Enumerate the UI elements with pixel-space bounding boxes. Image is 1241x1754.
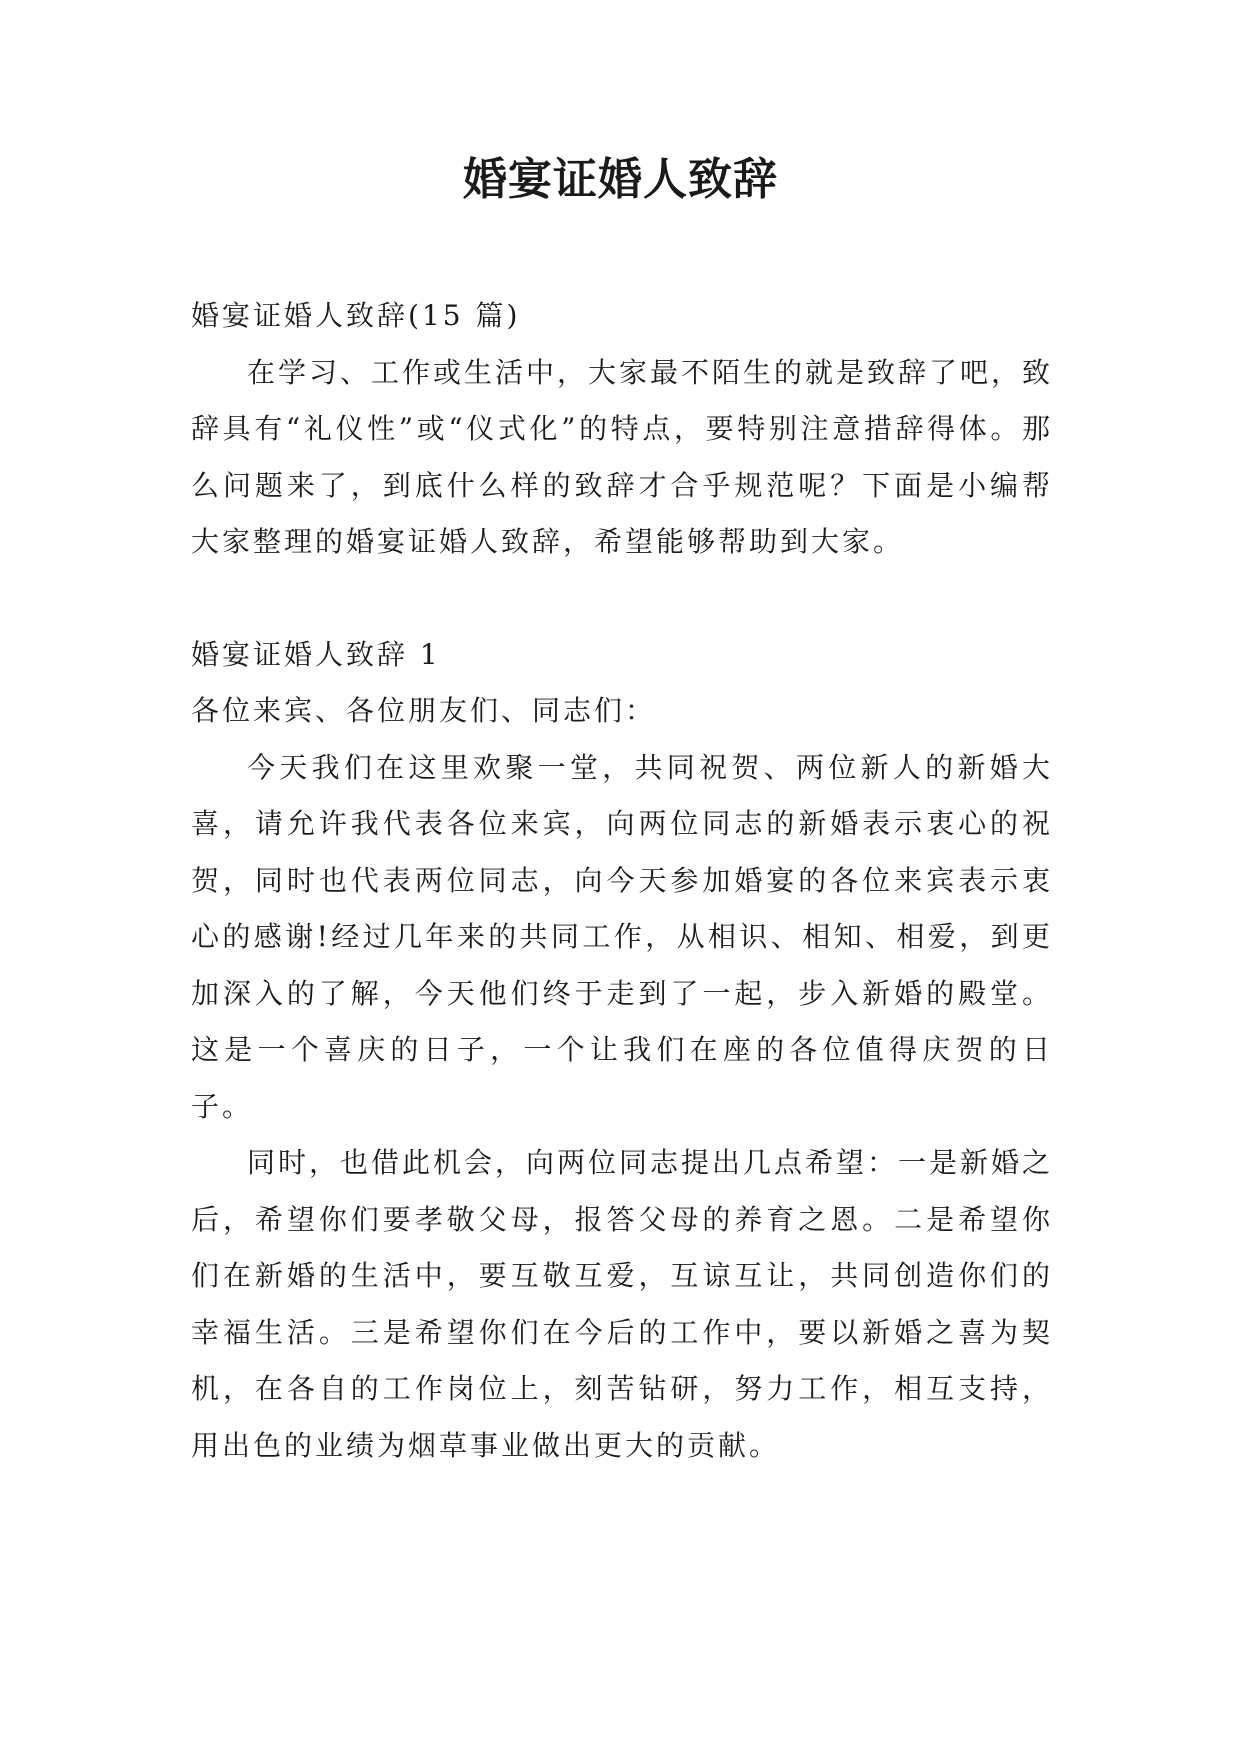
body-paragraph-1: 今天我们在这里欢聚一堂，共同祝贺、两位新人的新婚大喜，请允许我代表各位来宾，向两位同志的新婚表示衷心的祝贺，同时也代表两位同志，向今天参加婚宴的各位来宾表示衷心的感谢!经过几年来的共同工作，从相识、相知、相爱，到更加深入的了解，今天他们终于走到了一起，步入新婚的殿堂。这是一个喜庆的日子，一个让我们在座的各位值得庆贺的日子。 xyxy=(191,750,1053,1123)
body-paragraph-2: 同时，也借此机会，向两位同志提出几点希望：一是新婚之后，希望你们要孝敬父母，报答父母的养育之恩。二是希望你们在新婚的生活中，要互敬互爱，互谅互让，共同创造你们的幸福生活。三是希望你们在今后的工作中，要以新婚之喜为契机，在各自的工作岗位上，刻苦钻研，努力工作，相互支持，用出色的业绩为烟草事业做出更大的贡献。 xyxy=(191,1146,1054,1462)
document-body xyxy=(191,288,1053,1474)
section-heading: 婚宴证婚人致辞 1 xyxy=(191,637,441,671)
document-subtitle: 婚宴证婚人致辞(15 篇) xyxy=(191,299,521,332)
intro-paragraph: 在学习、工作或生活中，大家最不陌生的就是致辞了吧，致辞具有“礼仪性”或“仪式化”的特点，要特别注意措辞得体。那么问题来了，到底什么样的致辞才合乎规范呢？下面是小编帮大家整理的婚宴证婚人致辞，希望能够帮助到大家。 xyxy=(191,355,1054,558)
greeting-line: 各位来宾、各位朋友们、同志们： xyxy=(191,694,657,727)
section-spacer xyxy=(191,571,1053,627)
document-title: 婚宴证婚人致辞 xyxy=(463,154,778,205)
